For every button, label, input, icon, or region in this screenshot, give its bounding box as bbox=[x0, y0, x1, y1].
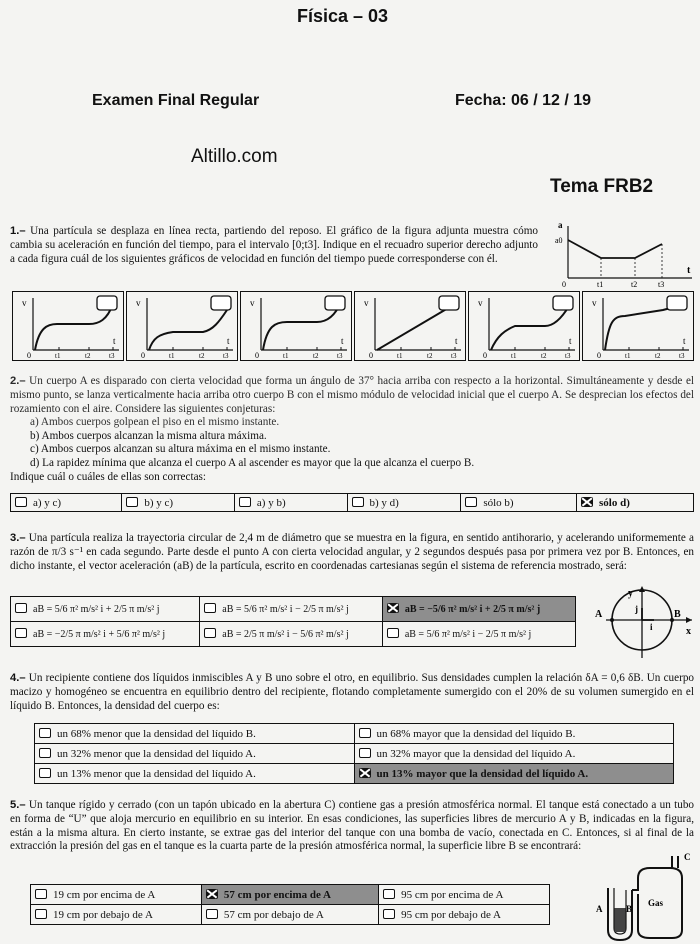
fig3-j: j bbox=[635, 604, 638, 614]
velocity-curve bbox=[605, 304, 683, 350]
velocity-curve bbox=[149, 310, 227, 350]
tick-t3: t3 bbox=[451, 352, 457, 360]
checkbox[interactable] bbox=[35, 889, 47, 899]
q5-option-6[interactable]: 95 cm por debajo de A bbox=[379, 905, 550, 925]
q1-body: Una partícula se desplaza en línea recta, partiendo del reposo. El gráfico de la figura adjunta muestra cómo cambia su aceleración en función del tiempo, para el intervalo [0;t3]. Indique en el recuadro superior derecho adjunto a cada figura cuál de los siguientes gráficos de velocidad en función del tiempo puede corresponderse con él. bbox=[10, 225, 539, 265]
q2-text bbox=[10, 375, 694, 416]
q3-options bbox=[10, 596, 576, 647]
q2-option-d[interactable]: sólo d) bbox=[577, 494, 694, 512]
tick-0: 0 bbox=[483, 351, 487, 360]
fig3-A: A bbox=[595, 609, 603, 620]
tick-t3: t3 bbox=[109, 352, 115, 360]
checked-checkbox[interactable] bbox=[387, 603, 399, 613]
checkbox[interactable] bbox=[383, 909, 395, 919]
t-label: t bbox=[455, 336, 458, 346]
accel-tick-t2: t2 bbox=[631, 280, 638, 289]
fig3-x: x bbox=[686, 626, 691, 637]
fig5-A: A bbox=[596, 904, 603, 914]
velocity-curve bbox=[491, 306, 569, 350]
v-label: v bbox=[136, 298, 141, 308]
q3-number: 3.– bbox=[10, 532, 26, 544]
checkbox[interactable] bbox=[39, 748, 51, 758]
t-label: t bbox=[227, 336, 230, 346]
accel-graph bbox=[552, 216, 698, 290]
course-title: Física – 03 bbox=[297, 6, 389, 26]
fig3-i: i bbox=[650, 622, 653, 632]
fig5-gas: Gas bbox=[648, 898, 664, 908]
q2-conjecture-b: b) Ambos cuerpos alcanzan la misma altura máxima. bbox=[30, 429, 267, 442]
checkbox[interactable] bbox=[39, 728, 51, 738]
checkbox[interactable] bbox=[387, 628, 399, 638]
q3-option-5[interactable]: aB = 2/5 π m/s² i − 5/6 π² m/s² j bbox=[200, 622, 383, 647]
velocity-graph-6 bbox=[582, 291, 694, 361]
q1-text bbox=[10, 225, 538, 266]
tema-label: Tema FRB2 bbox=[550, 176, 654, 197]
q5-option-3[interactable]: 95 cm por encima de A bbox=[379, 885, 550, 905]
accel-y-label: a bbox=[558, 220, 563, 230]
v-label: v bbox=[364, 298, 369, 308]
q3-option-4[interactable]: aB = −2/5 π m/s² i + 5/6 π² m/s² j bbox=[11, 622, 200, 647]
v-label: v bbox=[250, 298, 255, 308]
q3-option-3[interactable]: aB = −5/6 π² m/s² i + 2/5 π m/s² j bbox=[382, 597, 575, 622]
checkbox[interactable] bbox=[204, 603, 216, 613]
answer-box[interactable] bbox=[667, 296, 687, 310]
answer-box[interactable] bbox=[553, 296, 573, 310]
checked-checkbox[interactable] bbox=[359, 768, 371, 778]
tick-t2: t2 bbox=[655, 352, 661, 360]
checkbox[interactable] bbox=[239, 497, 251, 507]
source-watermark: Altillo.com bbox=[191, 146, 278, 167]
q5-option-1[interactable]: 19 cm por encima de A bbox=[31, 885, 202, 905]
q3-body: Una partícula realiza la trayectoria circular de 2,4 m de diámetro que se muestra en la figura, en sentido antihorario, y acelerando uniformemente a razón de π/3 s⁻¹ en cada segundo. Parte desde el punto A con cierta velocidad angular, y 2 segundos después pasa por primera vez por B. Entonces, en dicho instante, el vector aceleración (aB) de la partícula, escrito en coordenadas cartesianas según el sistema de referencia mostrado, será: bbox=[10, 532, 694, 572]
q3-option-2[interactable]: aB = 5/6 π² m/s² i − 2/5 π m/s² j bbox=[200, 597, 383, 622]
t-label: t bbox=[341, 336, 344, 346]
tick-t2: t2 bbox=[199, 352, 205, 360]
q4-option-5[interactable]: un 13% menor que la densidad del líquido A. bbox=[35, 764, 355, 784]
velocity-graph-2 bbox=[126, 291, 238, 361]
tick-t2: t2 bbox=[541, 352, 547, 360]
checked-checkbox[interactable] bbox=[206, 889, 218, 899]
checkbox[interactable] bbox=[35, 909, 47, 919]
checkbox[interactable] bbox=[359, 748, 371, 758]
q2-body: Un cuerpo A es disparado con cierta velocidad que forma un ángulo de 37° hacia arriba con respecto a la horizontal. Simultáneamente y desde el mismo punto, se lanza verticalmente hacia arriba otro cuerpo B con el mismo módulo de velocidad inicial que el cuerpo A. Se desprecian los efectos del rozamiento con el aire. Considere las siguientes conjeturas: bbox=[10, 375, 695, 415]
fig3-B: B bbox=[674, 609, 681, 620]
q1-number: 1.– bbox=[10, 225, 26, 237]
q2-conjecture-d: d) La rapidez mínima que alcanza el cuerpo A al ascender es mayor que la que alcanza el cuerpo B. bbox=[30, 456, 475, 469]
tick-0: 0 bbox=[255, 351, 259, 360]
answer-box[interactable] bbox=[211, 296, 231, 310]
q5-text bbox=[10, 799, 694, 854]
tick-t3: t3 bbox=[679, 352, 685, 360]
q4-text bbox=[10, 672, 694, 713]
velocity-graph-3 bbox=[240, 291, 352, 361]
accel-tick-t3: t3 bbox=[658, 280, 665, 289]
tick-t3: t3 bbox=[565, 352, 571, 360]
checkbox[interactable] bbox=[39, 768, 51, 778]
tick-t1: t1 bbox=[511, 352, 517, 360]
accel-tick-0: 0 bbox=[562, 280, 566, 289]
velocity-graph-1 bbox=[12, 291, 124, 361]
t-label: t bbox=[113, 336, 116, 346]
q2-option-ab[interactable]: a) y b) bbox=[234, 494, 347, 512]
q2-option-ac[interactable]: a) y c) bbox=[11, 494, 122, 512]
tick-t1: t1 bbox=[283, 352, 289, 360]
q5-option-5[interactable]: 57 cm por debajo de A bbox=[201, 905, 378, 925]
answer-box[interactable] bbox=[439, 296, 459, 310]
v-label: v bbox=[478, 298, 483, 308]
v-label: v bbox=[592, 298, 597, 308]
q2-option-bd[interactable]: b) y d) bbox=[347, 494, 461, 512]
exam-date: Fecha: 06 / 12 / 19 bbox=[455, 92, 592, 109]
q5-options bbox=[30, 884, 550, 925]
q2-conjectures bbox=[30, 416, 690, 470]
q2-conjecture-c: c) Ambos cuerpos alcanzan su altura máxima en el mismo instante. bbox=[30, 443, 331, 455]
tick-t3: t3 bbox=[223, 352, 229, 360]
checkbox[interactable] bbox=[359, 728, 371, 738]
tick-0: 0 bbox=[597, 351, 601, 360]
tick-t2: t2 bbox=[85, 352, 91, 360]
fig5-B: B bbox=[626, 904, 633, 914]
accel-a0: a0 bbox=[555, 236, 563, 245]
q4-option-2[interactable]: un 68% mayor que la densidad del líquido B. bbox=[354, 724, 674, 744]
q4-option-1[interactable]: un 68% menor que la densidad del líquido B. bbox=[35, 724, 355, 744]
checkbox[interactable] bbox=[126, 497, 138, 507]
q4-number: 4.– bbox=[10, 672, 26, 684]
q4-options bbox=[34, 723, 674, 784]
t-label: t bbox=[683, 336, 686, 346]
q2-option-b[interactable]: sólo b) bbox=[461, 494, 577, 512]
tick-t2: t2 bbox=[313, 352, 319, 360]
velocity-graph-5 bbox=[468, 291, 580, 361]
u-tube-tank-figure bbox=[586, 850, 698, 942]
t-label: t bbox=[569, 336, 572, 346]
exam-title: Examen Final Regular bbox=[92, 92, 260, 109]
q4-option-3[interactable]: un 32% menor que la densidad del líquido A. bbox=[35, 744, 355, 764]
velocity-curve bbox=[377, 304, 455, 350]
tick-t1: t1 bbox=[169, 352, 175, 360]
checkbox[interactable] bbox=[383, 889, 395, 899]
checkbox[interactable] bbox=[465, 497, 477, 507]
accel-x-label: t bbox=[687, 265, 691, 276]
q5-option-4[interactable]: 19 cm por debajo de A bbox=[31, 905, 202, 925]
tick-t1: t1 bbox=[397, 352, 403, 360]
circle-trajectory-figure bbox=[586, 584, 698, 660]
tick-t3: t3 bbox=[337, 352, 343, 360]
q3-option-6[interactable]: aB = 5/6 π² m/s² i − 2/5 π m/s² j bbox=[382, 622, 575, 647]
answer-box[interactable] bbox=[325, 296, 345, 310]
fig3-y: y bbox=[628, 588, 633, 599]
tick-t1: t1 bbox=[625, 352, 631, 360]
tick-t2: t2 bbox=[427, 352, 433, 360]
v-label: v bbox=[22, 298, 27, 308]
velocity-curve bbox=[35, 304, 113, 350]
checkbox[interactable] bbox=[204, 628, 216, 638]
tick-0: 0 bbox=[27, 351, 31, 360]
tick-0: 0 bbox=[369, 351, 373, 360]
accel-tick-t1: t1 bbox=[597, 280, 604, 289]
q2-number: 2.– bbox=[10, 375, 26, 387]
tick-t1: t1 bbox=[55, 352, 61, 360]
q2-options bbox=[10, 493, 694, 512]
answer-box[interactable] bbox=[97, 296, 117, 310]
tick-0: 0 bbox=[141, 351, 145, 360]
velocity-graphs bbox=[12, 291, 696, 363]
checkbox[interactable] bbox=[352, 497, 364, 507]
checkbox[interactable] bbox=[15, 628, 27, 638]
q5-body: Un tanque rígido y cerrado (con un tapón ubicado en la abertura C) contiene gas a presión atmosférica normal. El tanque está conectado a un tubo en forma de “U” que aloja mercurio en equilibrio en su interior. En esas condiciones, las superficies libres de mercurio A y B, indicadas en la figura, están a la misma altura. En cierto instante, se extrae gas del interior del tanque con una bomba de vacío, conectada en C. Entonces, si al final de la extracción la presión del gas en el tanque es la cuarta parte de la presión atmosférica normal, la superficie libre B se encontrará: bbox=[10, 799, 695, 853]
checkbox[interactable] bbox=[15, 603, 27, 613]
q2-conjecture-a: a) Ambos cuerpos golpean el piso en el mismo instante. bbox=[30, 416, 280, 428]
q5-number: 5.– bbox=[10, 799, 26, 811]
checked-checkbox[interactable] bbox=[581, 497, 593, 507]
q4-option-6[interactable]: un 13% mayor que la densidad del líquido A. bbox=[354, 764, 674, 784]
q2-prompt: Indique cuál o cuáles de ellas son correctas: bbox=[10, 471, 207, 483]
q3-option-1[interactable]: aB = 5/6 π² m/s² i + 2/5 π m/s² j bbox=[11, 597, 200, 622]
velocity-graph-4 bbox=[354, 291, 466, 361]
q5-option-2[interactable]: 57 cm por encima de A bbox=[201, 885, 378, 905]
q3-text bbox=[10, 532, 694, 573]
q4-body: Un recipiente contiene dos líquidos inmiscibles A y B uno sobre el otro, en equilibrio. Sus densidades cumplen la relación δA = 0,6 δB. Un cuerpo macizo y homogéneo se encuentra en equilibrio dentro del recipiente, flotando completamente sumergido con el 20% de su volumen sumergido en el líquido B. Entonces, la densidad del cuerpo es: bbox=[10, 672, 695, 712]
q2-option-bc[interactable]: b) y c) bbox=[122, 494, 235, 512]
q4-option-4[interactable]: un 32% mayor que la densidad del líquido A. bbox=[354, 744, 674, 764]
fig5-C: C bbox=[684, 852, 691, 862]
checkbox[interactable] bbox=[15, 497, 27, 507]
checkbox[interactable] bbox=[206, 909, 218, 919]
